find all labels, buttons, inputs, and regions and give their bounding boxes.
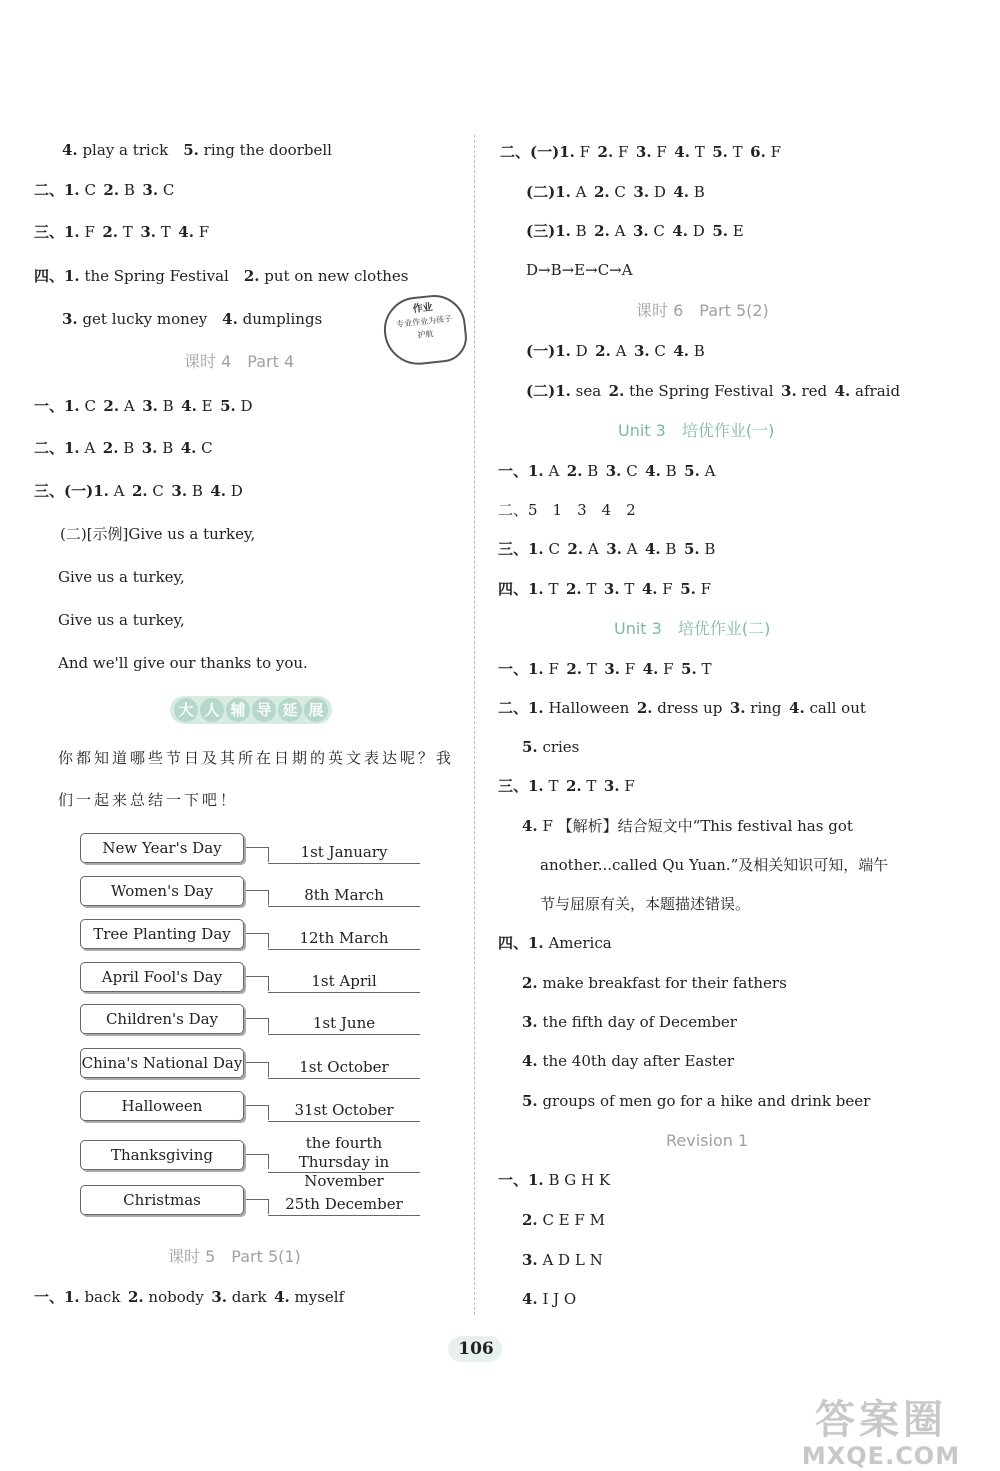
answer-line: 二、1. Halloween 2. dress up 3. ring 4. call out [498, 699, 866, 717]
answer-line: 一、1. C 2. A 3. B 4. E 5. D [34, 397, 253, 415]
festival-name: Christmas [80, 1185, 244, 1215]
answer-line: 一、1. back 2. nobody 3. dark 4. myself [34, 1288, 345, 1306]
answer-line: 3. A D L N [522, 1251, 603, 1269]
intro-text: 你都知道哪些节日及其所在日期的英文表达呢？我 [58, 749, 455, 767]
festival-date: 1st January [268, 839, 420, 864]
section-heading: Unit 3 培优作业(二) [614, 619, 771, 638]
answer-line: 3. the fifth day of December [522, 1013, 737, 1031]
festival-row [80, 919, 425, 955]
festival-name: Thanksgiving [80, 1140, 244, 1170]
section-heading: 课时 4 Part 4 [184, 352, 295, 371]
answer-line: Give us a turkey, [58, 611, 185, 629]
answer-line: another...called Qu Yuan.”及相关知识可知，端午 [540, 856, 889, 874]
answer-line: 二、(一)1. F 2. F 3. F 4. T 5. T 6. F [500, 143, 782, 161]
festival-date: 25th December [268, 1191, 420, 1216]
festival-date: the fourth Thursday in November [268, 1134, 420, 1173]
answer-line: D→B→E→C→A [526, 261, 633, 279]
answer-line: 5. cries [522, 738, 580, 756]
festival-date: 31st October [268, 1097, 420, 1122]
connector [246, 933, 269, 948]
festival-row [80, 1004, 425, 1040]
answer-line: 一、1. A 2. B 3. C 4. B 5. A [498, 462, 716, 480]
column-divider [474, 135, 475, 1315]
answer-line: 四、1. America [498, 934, 612, 952]
festival-row [80, 833, 425, 869]
answer-line: 四、1. T 2. T 3. T 4. F 5. F [498, 580, 712, 598]
answer-line: 三、1. T 2. T 3. F [498, 777, 635, 795]
answer-line: 4. I J O [522, 1290, 577, 1308]
answer-line: And we'll give our thanks to you. [58, 654, 308, 672]
answer-line: (二)1. sea 2. the Spring Festival 3. red 4. afraid [526, 382, 901, 400]
connector [246, 1062, 269, 1077]
answer-line: 二、5 1 3 4 2 [498, 501, 636, 519]
festival-date: 8th March [268, 882, 420, 907]
answer-line: (一)1. D 2. A 3. C 4. B [526, 342, 705, 360]
festival-row [80, 1091, 425, 1127]
homework-stamp: 作业 专业作业为孩子 护航 [381, 292, 470, 368]
festival-name: April Fool's Day [80, 962, 244, 992]
festival-row [80, 876, 425, 912]
answer-line: 3. get lucky money 4. dumplings [62, 310, 323, 328]
watermark: 答案圈 MXQE.COM [801, 1397, 961, 1470]
answer-line: 三、1. C 2. A 3. A 4. B 5. B [498, 540, 716, 558]
answer-line: 5. groups of men go for a hike and drink beer [522, 1092, 871, 1110]
answer-line: 二、1. A 2. B 3. B 4. C [34, 439, 213, 457]
festival-name: China's National Day [80, 1048, 244, 1078]
connector [246, 976, 269, 991]
connector [246, 1018, 269, 1033]
answer-line: (三)1. B 2. A 3. C 4. D 5. E [526, 222, 744, 240]
section-heading: 课时 6 Part 5(2) [636, 301, 769, 320]
answer-line: 二、1. C 2. B 3. C [34, 181, 175, 199]
festival-name: Children's Day [80, 1004, 244, 1034]
answer-line: 2. C E F M [522, 1211, 605, 1229]
answer-line: 三、1. F 2. T 3. T 4. F [34, 223, 210, 241]
page-number: 106 [446, 1334, 506, 1364]
festival-date: 12th March [268, 925, 420, 950]
intro-text: 们一起来总结一下吧！ [58, 791, 239, 809]
answer-line: 三、(一)1. A 2. C 3. B 4. D [34, 482, 243, 500]
festival-row [80, 962, 425, 998]
festival-row [80, 1134, 425, 1190]
answer-line: 节与屈原有关，本题描述错误。 [540, 895, 751, 913]
festival-row [80, 1185, 425, 1221]
connector [246, 1199, 269, 1214]
answer-line: 四、1. the Spring Festival 2. put on new clothes [34, 267, 409, 285]
extension-banner: 大 人 辅 导 延 展 [170, 696, 332, 724]
festival-date: 1st April [268, 968, 420, 993]
answer-line: 2. make breakfast for their fathers [522, 974, 787, 992]
answer-line: (二)1. A 2. C 3. D 4. B [526, 183, 705, 201]
festival-name: Women's Day [80, 876, 244, 906]
answer-line: (二)[示例]Give us a turkey, [60, 525, 256, 543]
festival-name: Tree Planting Day [80, 919, 244, 949]
connector [246, 1105, 269, 1120]
festival-row [80, 1048, 425, 1084]
answer-line: 4. the 40th day after Easter [522, 1052, 735, 1070]
answer-line: 4. F 【解析】结合短文中“This festival has got [522, 817, 853, 835]
section-heading: 课时 5 Part 5(1) [168, 1247, 301, 1266]
answer-line: Give us a turkey, [58, 568, 185, 586]
section-heading: Revision 1 [666, 1131, 749, 1150]
connector [246, 890, 269, 905]
festival-date: 1st October [268, 1054, 420, 1079]
connector [246, 1154, 269, 1169]
festival-date: 1st June [268, 1010, 420, 1035]
answer-line: 一、1. F 2. T 3. F 4. F 5. T [498, 660, 712, 678]
section-heading: Unit 3 培优作业(一) [618, 421, 775, 440]
connector [246, 847, 269, 862]
festival-name: Halloween [80, 1091, 244, 1121]
festival-name: New Year's Day [80, 833, 244, 863]
answer-line: 4. play a trick 5. ring the doorbell [62, 141, 332, 159]
answer-line: 一、1. B G H K [498, 1171, 611, 1189]
